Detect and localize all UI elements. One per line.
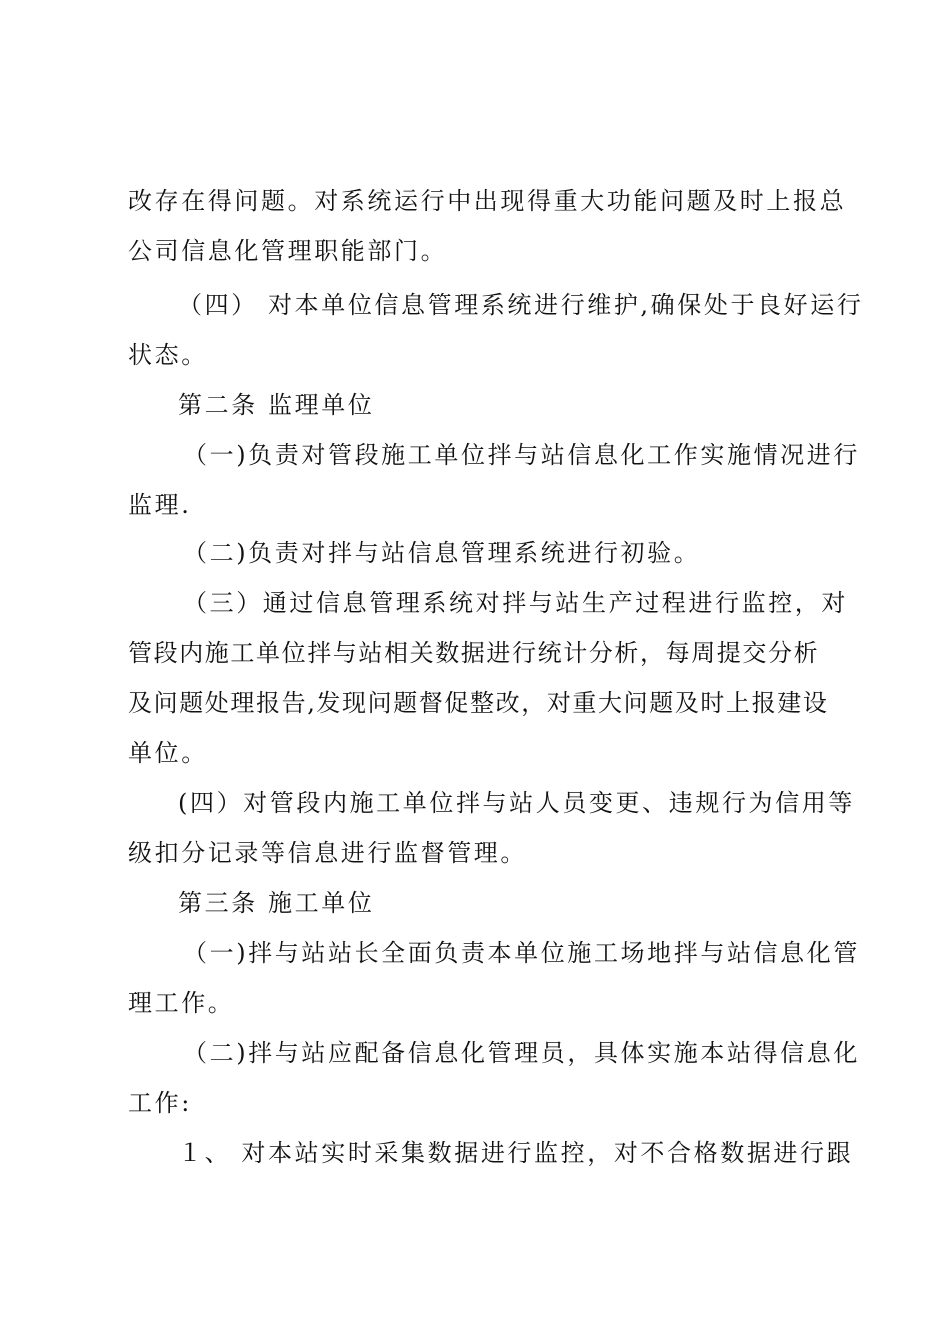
paragraph-line: 管段内施工单位拌与站相关数据进行统计分析，每周提交分析 bbox=[128, 639, 820, 667]
paragraph-line: （二)负责对拌与站信息管理系统进行初验。 bbox=[183, 539, 701, 567]
paragraph-line: 理工作。 bbox=[128, 989, 235, 1017]
section-heading: 第三条 施工单位 bbox=[178, 889, 375, 917]
paragraph-line: （三）通过信息管理系统对拌与站生产过程进行监控，对 bbox=[183, 589, 848, 617]
section-heading: 第二条 监理单位 bbox=[178, 391, 375, 419]
paragraph-line: 级扣分记录等信息进行监督管理。 bbox=[128, 839, 527, 867]
paragraph-line: （四） 对本单位信息管理系统进行维护,确保处于良好运行 bbox=[178, 291, 864, 319]
paragraph-line: １、 对本站实时采集数据进行监控，对不合格数据进行跟 bbox=[178, 1139, 854, 1167]
paragraph-line: 及问题处理报告,发现问题督促整改，对重大问题及时上报建设 bbox=[128, 689, 829, 717]
paragraph-line: 状态。 bbox=[128, 341, 208, 369]
paragraph-line: （一)拌与站站长全面负责本单位施工场地拌与站信息化管 bbox=[183, 939, 860, 967]
paragraph-line: 工作: bbox=[128, 1089, 192, 1117]
paragraph-line: 单位。 bbox=[128, 739, 208, 767]
paragraph-line: 公司信息化管理职能部门。 bbox=[128, 237, 448, 265]
paragraph-line: （二)拌与站应配备信息化管理员，具体实施本站得信息化 bbox=[183, 1039, 860, 1067]
paragraph-line: 改存在得问题。对系统运行中出现得重大功能问题及时上报总 bbox=[128, 187, 847, 215]
paragraph-line: （一)负责对管段施工单位拌与站信息化工作实施情况进行 bbox=[183, 441, 860, 469]
paragraph-line: (四）对管段内施工单位拌与站人员变更、违规行为信用等 bbox=[178, 789, 855, 817]
paragraph-line: 监理. bbox=[128, 491, 192, 519]
